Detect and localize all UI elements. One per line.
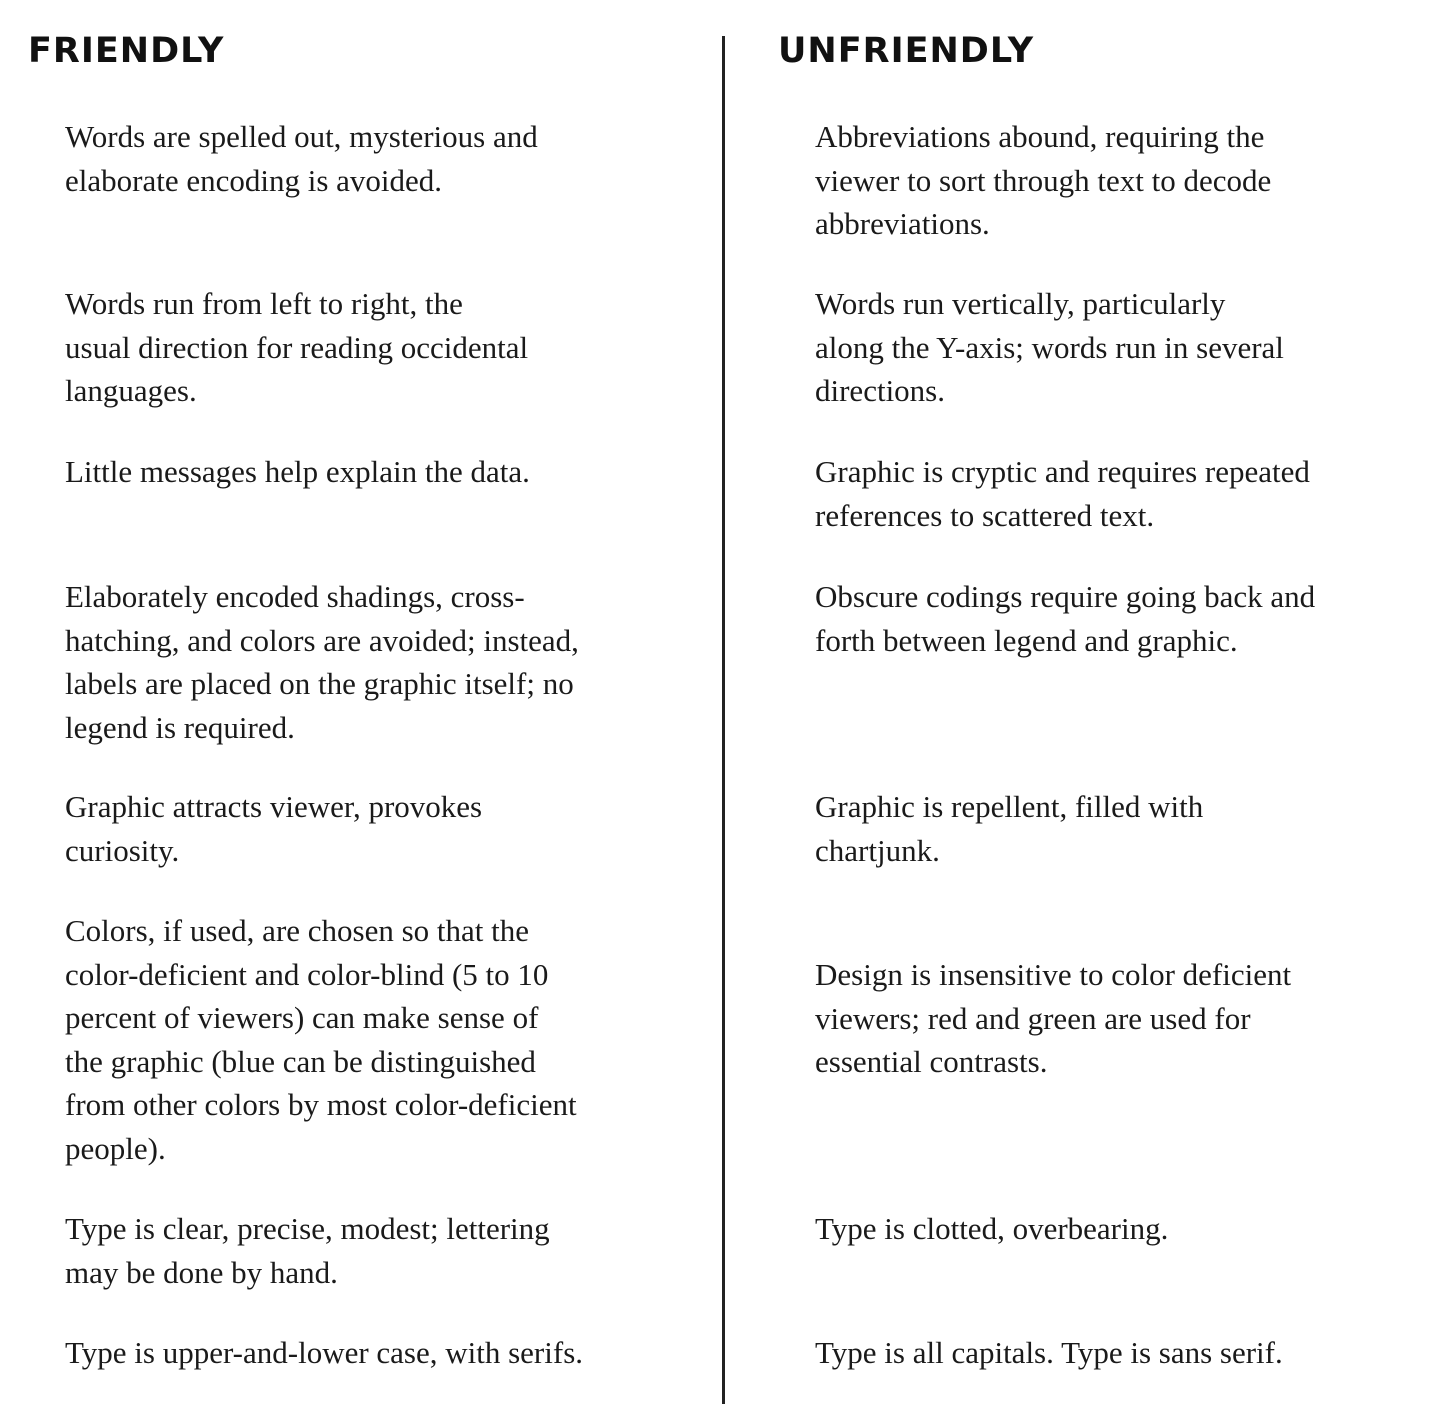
friendly-item-attracts: Graphic attracts viewer, provokes curiosity.	[65, 789, 483, 868]
unfriendly-item-vertical: Words run vertically, particularly along the Y-axis; words run in several directions.	[815, 286, 1284, 408]
friendly-item-direction: Words run from left to right, the usual direction for reading occidental languages.	[65, 286, 529, 408]
unfriendly-item-cryptic: Graphic is cryptic and requires repeated references to scattered text.	[815, 454, 1310, 533]
unfriendly-item-type-capitals: Type is all capitals. Type is sans serif.	[815, 1335, 1283, 1370]
friendly-item-spelling: Words are spelled out, mysterious and elaborate encoding is avoided.	[65, 119, 538, 198]
friendly-item-labels: Elaborately encoded shadings, cross- hatching, and colors are avoided; instead, labels are placed on the graphic itself; no legend is required.	[65, 579, 579, 745]
unfriendly-item-color-insensitive: Design is insensitive to color deficient viewers; red and green are used for essential contrasts.	[815, 957, 1292, 1079]
friendly-item-type-clear: Type is clear, precise, modest; lettering may be done by hand.	[65, 1211, 550, 1290]
unfriendly-item-abbreviations: Abbreviations abound, requiring the viewer to sort through text to decode abbreviations.	[815, 119, 1272, 241]
friendly-item-type-case: Type is upper-and-lower case, with serifs.	[65, 1335, 584, 1370]
unfriendly-heading: UNFRIENDLY	[778, 31, 1035, 71]
unfriendly-item-type-clotted: Type is clotted, overbearing.	[815, 1211, 1169, 1246]
friendly-item-colors: Colors, if used, are chosen so that the color-deficient and color-blind (5 to 10 percent of viewers) can make sense of the graphic (blue can be distinguished from other colors by most color-deficient people).	[65, 913, 577, 1166]
friendly-item-messages: Little messages help explain the data.	[65, 454, 530, 489]
unfriendly-item-codings: Obscure codings require going back and forth between legend and graphic.	[815, 579, 1316, 658]
column-divider	[722, 36, 725, 1404]
unfriendly-item-repellent: Graphic is repellent, filled with chartjunk.	[815, 789, 1204, 868]
friendly-heading: FRIENDLY	[28, 31, 225, 71]
